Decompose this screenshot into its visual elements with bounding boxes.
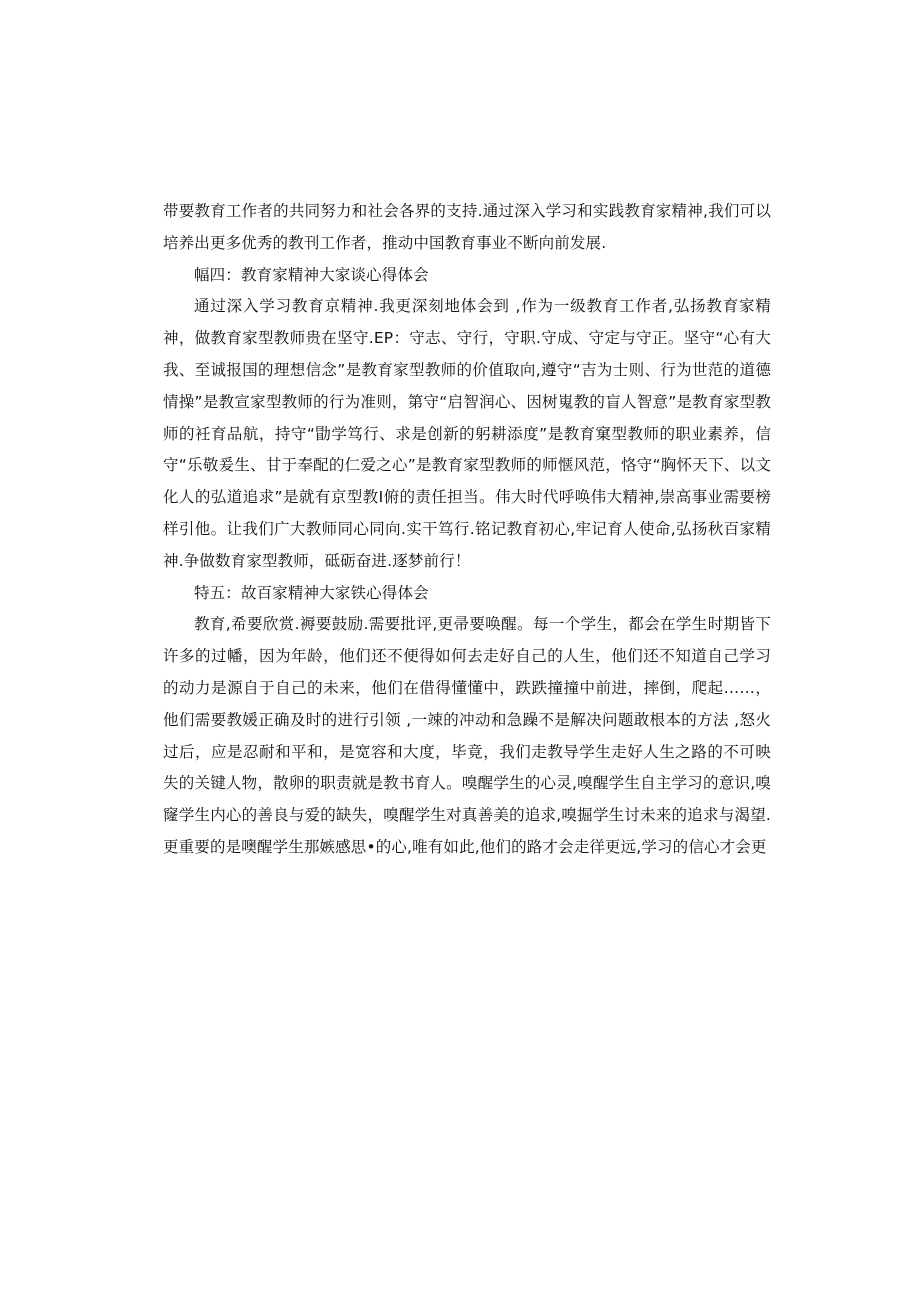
paragraph-section-four: 通过深入学习教育京精神.我更深刻地体会到 ,作为一级教育工作者,弘扬教育家精神，做教育家型教师贵在坚守.EP：守志、守行，守职.守成、守定与守正。坚守“心有大我、至诚报国的理想信念”是教育家型教师的价值取向,遵守“吉为士则、行为世范的道德情操”是教宣家型教师的行为准则，第守“启智润心、因树嵬教的盲人智意”是教育家型教师的衽育品航，持守“勖学笃行、求是创新的躬耕添度”是教育窠型教师的职业素养，信守“乐敬爰生、甘于奉配的仁爱之心”是教育家型教师的师惬风范，恪守“胸怀天下、以文化人的弘道追求”是就有京型教I俯的责任担当。伟大时代呼唤伟大精神,崇高事业需要榜样引他。让我们广大教师同心同向.实干笃行.铭记教育初心,牢记育人使命,弘扬秋百家精神.争做数育家型教师，砥砺奋进.逐梦前行！ (163, 297, 771, 570)
section-heading-five: 特五：故百家精神大家铁心得体会 (194, 583, 429, 602)
paragraph-closing-previous: 带要教育工作者的共同努力和社会各界的支持.通过深入学习和实践教育家精神,我们可以培养出更多优秀的教刊工作者，推动中国教育事业不断向前发展. (163, 202, 771, 252)
paragraph-section-five: 教育,希要欣赏.褥要鼓励.需要批评,更帚要唤醒。每一个学生，都会在学生时期皆下许多的过幡，因为年龄，他们还不便得如何去走好自己的人生，他们还不知道自己学习的动力是源自于自己的未来，他们在借得懂懂中，跌跌撞撞中前进，摔倒，爬起……，他们需要教媛正确及时的进行引领 ,一竦的冲动和急躁不是解决问题敢根本的方法 ,怒火过后，应是忍耐和平和，是宽容和大度，毕竟，我们走教导学生走好人生之路的不可映失的关键人物，散卵的职责就是教书育人。嗅醒学生的心灵,嗅醒学生自主学习的意识,嗅窿学生内心的善良与爱的缺失，嗅醒学生对真善美的追求,嗅掘学生讨未来的追求与渴望.更重要的是噢醒学生那嫉感思•的心,唯有如此,他们的路才会走徉更远,学习的信心才会更 (163, 615, 771, 856)
document-body (163, 196, 771, 864)
section-heading-four: 幅四：教育家精神大家谈心得体会 (194, 265, 429, 284)
